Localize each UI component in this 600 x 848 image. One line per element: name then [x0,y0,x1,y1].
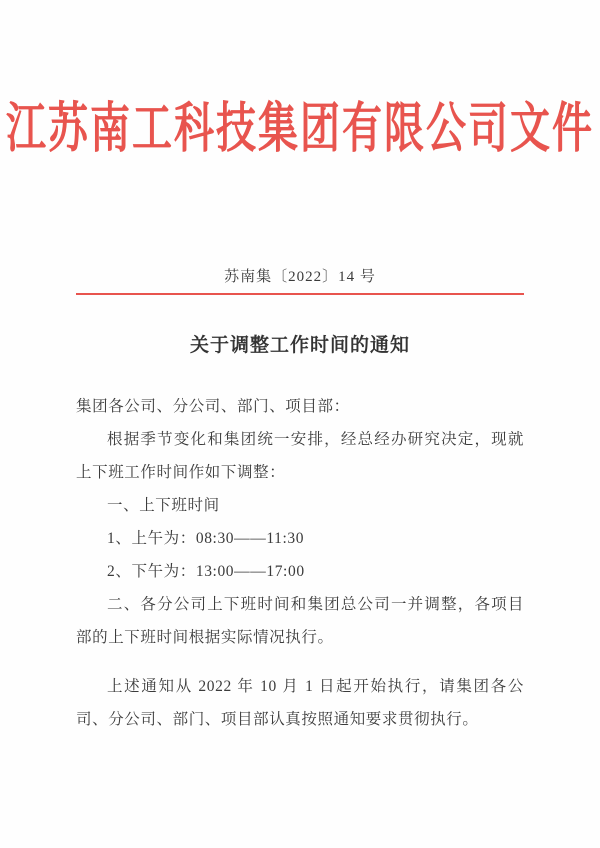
document-body [76,390,524,736]
body-paragraph: 二、各分公司上下班时间和集团总公司一并调整，各项目部的上下班时间根据实际情况执行。 [76,596,524,646]
red-divider-rule [76,293,524,295]
body-paragraph: 根据季节变化和集团统一安排，经总经办研究决定，现就上下班工作时间作如下调整： [76,431,524,481]
letterhead [0,96,600,161]
body-paragraph: 1、上午为：08:30——11:30 [107,530,305,547]
paragraph-spacer [76,654,524,670]
body-paragraph: 一、上下班时间 [107,497,220,514]
letterhead-title: 江苏南工科技集团有限公司文件 [6,96,594,161]
body-paragraph: 集团各公司、分公司、部门、项目部： [76,398,350,415]
document-subject-title: 关于调整工作时间的通知 [189,335,410,356]
body-paragraph: 上述通知从 2022 年 10 月 1 日起开始执行，请集团各公司、分公司、部门、项目部认真按照通知要求贯彻执行。 [76,678,524,728]
document-number: 苏南集〔2022〕14 号 [224,269,376,285]
body-paragraph: 2、下午为：13:00——17:00 [107,563,305,580]
